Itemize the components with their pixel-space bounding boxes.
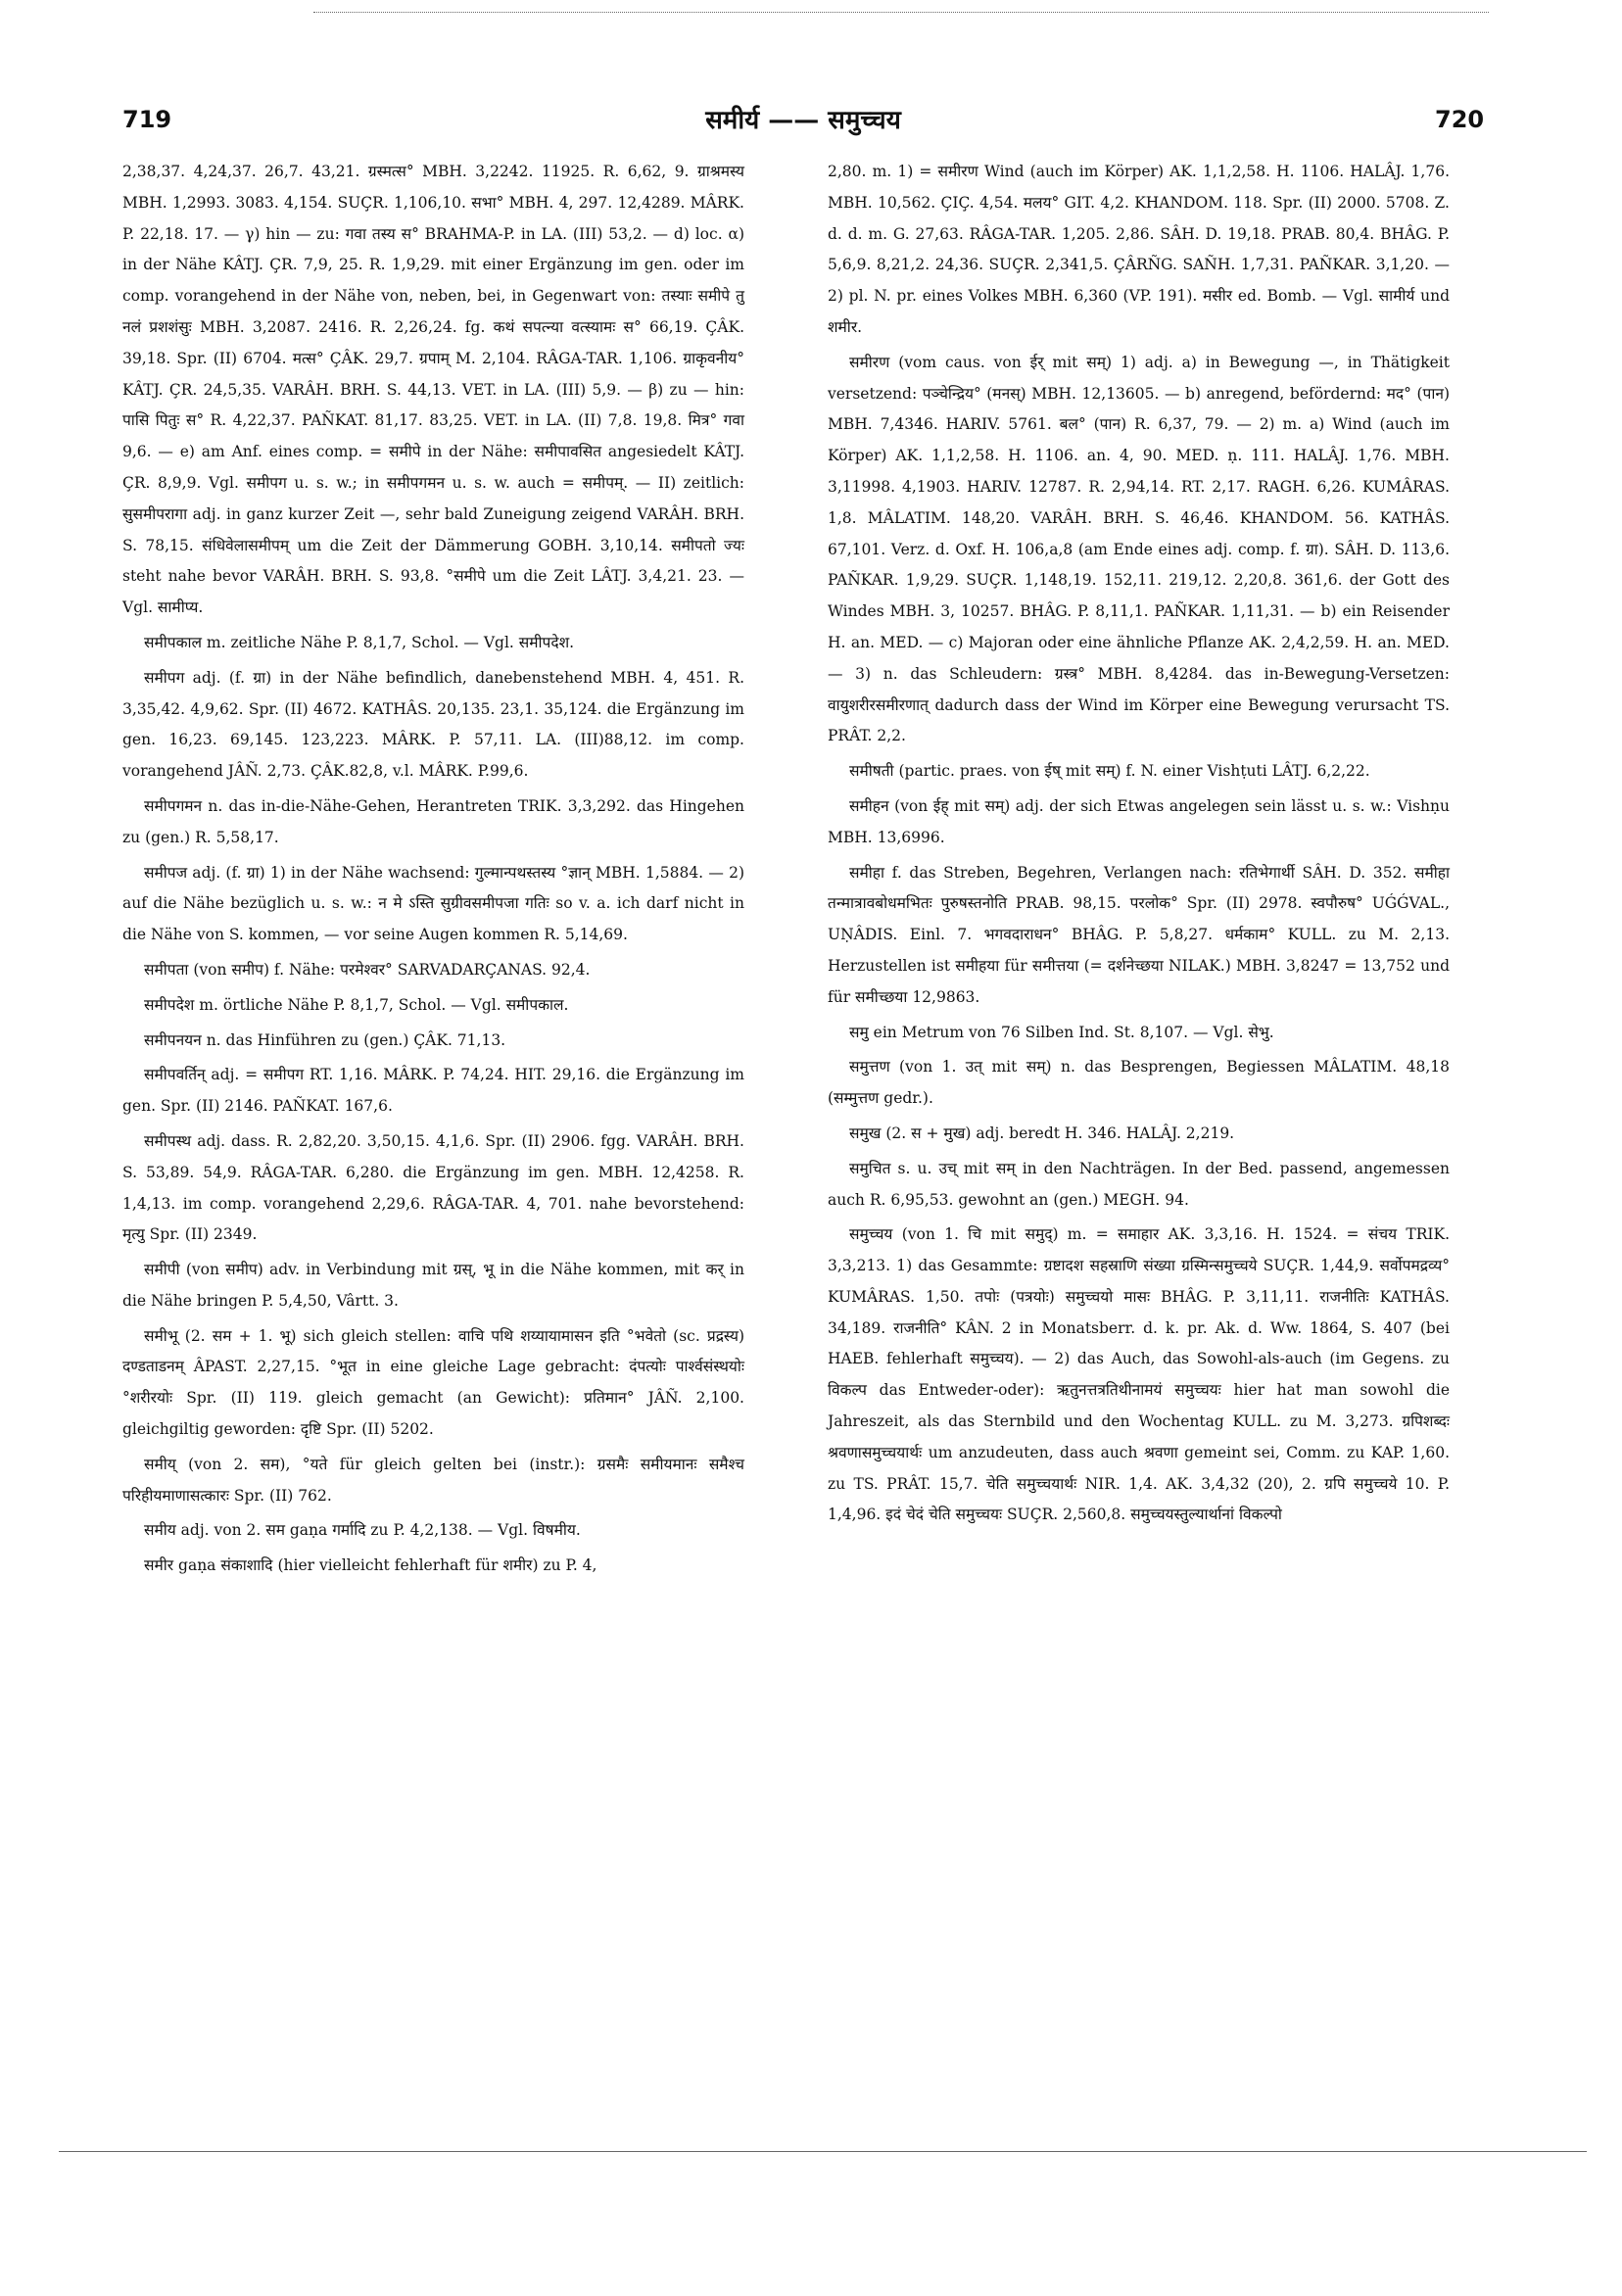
dictionary-entry: समुख (2. स + मुख) adj. beredt H. 346. HALÂJ. 2,219.: [849, 1124, 1235, 1142]
dictionary-entry: समीपनयन n. das Hinführen zu (gen.) ÇÂK. 71,13.: [144, 1030, 506, 1049]
top-dotted-rule: [313, 12, 1489, 13]
entry-continuation: 2,80. m. 1) = समीरण Wind (auch im Körper) AK. 1,1,2,58. H. 1106. HALÂJ. 1,76. MBH. 10,562. ÇIÇ. 4,54. मलय° GIT. 4,2. KHANDOM. 118. Spr. (II) 2000. 5708. Z. d. d. m. G. 27,63. RÂGA-TAR. 1,205. 2,86. SÂH. D. 19,18. PRAB. 80,4. BHÂG. P. 5,6,9. 8,21,2. 24,36. SUÇR. 2,341,5. ÇÂRÑG. SAÑH. 1,7,31. PAÑKAR. 3,1,20. — 2) pl. N. pr. eines Volkes MBH. 6,360 (VP. 191). मसीर ed. Bomb. — Vgl. सामीर्य und शमीर.: [828, 163, 1450, 336]
dictionary-entry: समीपकाल m. zeitliche Nähe P. 8,1,7, Schol. — Vgl. समीपदेश.: [144, 633, 575, 651]
entry-continuation: 2,38,37. 4,24,37. 26,7. 43,21. ग्रस्मत्स° MBH. 3,2242. 11925. R. 6,62, 9. ग्राश्रमस्य MBH. 1,2993. 3083. 4,154. SUÇR. 1,106,10. सभा° MBH. 4, 297. 12,4289. MÂRK. P. 22,18. 17. — γ) hin — zu: गवा तस्य स° BRAHMA-P. in LA. (III) 53,2. — d) loc. α) in der Nähe KÂTJ. ÇR. 7,9, 25. R. 1,9,29. mit einer Ergänzung im gen. oder im comp. vorangehend in der Nähe von, neben, bei, in Gegenwart von: तस्याः समीपे तु नलं प्रशशंसुः MBH. 3,2087. 2416. R. 2,26,24. fg. कथं सपत्न्या वत्स्यामः स° 66,19. ÇÂK. 39,18. Spr. (II) 6704. मत्स° ÇÂK. 29,7. ग्रपाम् M. 2,104. RÂGA-TAR. 1,106. ग्राकृवनीय° KÂTJ. ÇR. 24,5,35. VARÂH. BRH. S. 44,13. VET. in LA. (III) 5,9. — β) zu — hin: पासि पितुः स° R. 4,22,37. PAÑKAT. 81,17. 83,25. VET. in LA. (II) 7,8. 19,8. मित्र° गवा 9,6. — e) am Anf. eines comp. = समीपे in der Nähe: समीपावसित angesiedelt KÂTJ. ÇR. 8,9,9. Vgl. समीपग u. s. w.; in समीपगमन u. s. w. auch = समीपम्. — II) zeitlich: सुसमीपरागा adj. in ganz kurzer Zeit —, sehr bald Zuneigung zeigend VARÂH. BRH. S. 78,15. संधिवेलासमीपम् um die Zeit der Dämmerung GOBH. 3,10,14. समीपतो ज्यः steht nahe bevor VARÂH. BRH. S. 93,8. °समीपे um die Zeit LÂTJ. 3,4,21. 23. — Vgl. सामीप्य.: [122, 163, 744, 617]
dictionary-entry: समीपदेश m. örtliche Nähe P. 8,1,7, Schol. — Vgl. समीपकाल.: [144, 995, 569, 1014]
left-column: [122, 157, 744, 1586]
dictionary-entry: समीषती (partic. praes. von ईष् mit सम्) f. N. einer Vishṭuti LÂTJ. 6,2,22.: [849, 762, 1370, 781]
dictionary-entry: समु ein Metrum von 76 Silben Ind. St. 8,107. — Vgl. सेभु.: [849, 1023, 1274, 1041]
page-number-left: 719: [122, 106, 172, 133]
right-column: [828, 157, 1450, 1535]
dictionary-entry: समीपस्थ adj. dass. R. 2,82,20. 3,50,15. 4,1,6. Spr. (II) 2906. fgg. VARÂH. BRH. S. 53,89. 54,9. RÂGA-TAR. 6,280. die Ergänzung im gen. MBH. 12,4258. R. 1,4,13. im comp. vorangehend 2,29,6. RÂGA-TAR. 4, 701. nahe bevorstehend: मृत्यु Spr. (II) 2349.: [122, 1131, 744, 1244]
dictionary-entry: समीपी (von समीप) adv. in Verbindung mit ग्रस्, भू in die Nähe kommen, mit कर् in die Nähe bringen P. 5,4,50, Vârtt. 3.: [122, 1261, 744, 1310]
dictionary-entry: समीभू (2. सम + 1. भू) sich gleich stellen: वाचि पथि शय्यायामासन इति °भवेतो (sc. प्रद्रस्य) दण्डताडनम् ÂPAST. 2,27,15. °भूत in eine gleiche Lage gebracht: दंपत्योः पार्श्वसंस्थयोः °शरीरयोः Spr. (II) 119. gleich gemacht (an Gewicht): प्रतिमान° JÂÑ. 2,100. gleichgiltig geworden: दृष्टि Spr. (II) 5202.: [122, 1326, 744, 1439]
bottom-rule: [59, 2151, 1587, 2152]
dictionary-entry: समीपग adj. (f. ग्रा) in der Nähe befindlich, danebenstehend MBH. 4, 451. R. 3,35,42. 4,9,62. Spr. (II) 4672. KATHÂS. 20,135. 23,1. 35,124. die Ergänzung im gen. 16,23. 69,145. 123,223. MÂRK. P. 57,11. LA. (III)88,12. im comp. vorangehend JÂÑ. 2,73. ÇÂK.82,8, v.l. MÂRK. P.99,6.: [122, 668, 744, 781]
dictionary-entry: समीय adj. von 2. सम gaṇa गर्मादि zu P. 4,2,138. — Vgl. विषमीय.: [144, 1521, 581, 1540]
running-head: समीर्य —— समुच्चय: [705, 106, 901, 135]
dictionary-entry: समीपगमन n. das in-die-Nähe-Gehen, Herantreten TRIK. 3,3,292. das Hingehen zu (gen.) R. 5,58,17.: [122, 796, 744, 846]
dictionary-entry: समुत्तण (von 1. उत् mit सम्) n. das Besprengen, Begiessen MÂLATIM. 48,18 (सम्मुत्तण gedr.).: [828, 1058, 1450, 1108]
dictionary-entry: समीहन (von ईह् mit सम्) adj. der sich Etwas angelegen sein lässt u. s. w.: Vishṇu MBH. 13,6996.: [828, 796, 1450, 846]
dictionary-entry: समीपज adj. (f. ग्रा) 1) in der Nähe wachsend: गुल्मान्पथस्तस्य °ज्ञान् MBH. 1,5884. — 2) auf die Nähe bezüglich u. s. w.: न मे ऽस्ति सुग्रीवसमीपजा गतिः so v. a. ich darf nicht in die Nähe von S. kommen, — vor seine Augen kommen R. 5,14,69.: [122, 863, 744, 944]
dictionary-entry: समीय् (von 2. सम), °यते für gleich gelten bei (instr.): ग्रसमैः समीयमानः समैश्च परिहीयमाणासत्कारः Spr. (II) 762.: [122, 1455, 744, 1505]
dictionary-entry: समुचित s. u. उच् mit सम् in den Nachträgen. In der Bed. passend, angemessen auch R. 6,95,53. gewohnt an (gen.) MEGH. 94.: [828, 1159, 1450, 1209]
page-number-right: 720: [1435, 106, 1485, 133]
dictionary-entry: समीर gaṇa संकाशादि (hier vielleicht fehlerhaft für शमीर) zu P. 4,: [144, 1556, 597, 1575]
dictionary-entry: समुच्चय (von 1. चि mit समुद्) m. = समाहार AK. 3,3,16. H. 1524. = संचय TRIK. 3,3,213. 1) das Gesammte: ग्रष्टादश सहस्राणि संख्या ग्रस्मिन्समुच्चये SUÇR. 1,44,9. सर्वोपमद्रव्य° KUMÂRAS. 1,50. तपोः (पत्रयोः) समुच्चयो मासः BHÂG. P. 3,11,11. राजनीतिः KATHÂS. 34,189. राजनीति° KÂN. 2 in Monatsberr. d. k. pr. Ak. d. Ww. 1864, S. 407 (bei HAEB. fehlerhaft समुच्चय). — 2) das Auch, das Sowohl-als-auch (im Gegens. zu विकल्प das Entweder-oder): ऋतुनत्तत्रतिथीनामयं समुच्चयः hier hat man sowohl die Jahreszeit, als das Sternbild und den Wochentag KULL. zu M. 3,273. ग्रपिशब्दः श्रवणासमुच्चयार्थः um anzudeuten, dass auch श्रवणा gemeint sei, Comm. zu KAP. 1,60. zu TS. PRÂT. 15,7. चेति समुच्चयार्थः NIR. 1,4. AK. 3,4,32 (20), 2. ग्रपि समुच्चये 10. P. 1,4,96. इदं चेदं चेति समुच्चयः SUÇR. 2,560,8. समुच्चयस्तुल्यार्थानां विकल्पो: [828, 1225, 1450, 1524]
dictionary-entry: समीपवर्तिन् adj. = समीपग RT. 1,16. MÂRK. P. 74,24. HIT. 29,16. die Ergänzung im gen. Spr. (II) 2146. PAÑKAT. 167,6.: [122, 1066, 744, 1116]
dictionary-entry: समीहा f. das Streben, Begehren, Verlangen nach: रतिभेगार्थी SÂH. D. 352. समीहा तन्मात्रावबोधमभितः पुरुषस्तनोति PRAB. 98,15. परलोक° Spr. (II) 2978. स्वपौरुष° UǴǴVAL., UṆÂDIS. Einl. 7. भगवदाराधन° BHÂG. P. 5,8,27. धर्मकाम° KULL. zu M. 2,13. Herzustellen ist समीहया für समीत्तया (= दर्शनेच्छया NILAK.) MBH. 3,8247 = 13,752 und für समीच्छया 12,9863.: [828, 863, 1450, 1006]
dictionary-entry: समीपता (von समीप) f. Nähe: परमेश्वर° SARVADARÇANAS. 92,4.: [144, 960, 591, 979]
dictionary-entry: समीरण (vom caus. von ईर् mit सम्) 1) adj. a) in Bewegung —, in Thätigkeit versetzend: पञ्चेन्द्रिय° (मनस्) MBH. 12,13605. — b) anregend, befördernd: मद° (पान) MBH. 7,4346. HARIV. 5761. बल° (पान) R. 6,37, 79. — 2) m. a) Wind (auch im Körper) AK. 1,1,2,58. H. 1106. an. 4, 90. MED. ṇ. 111. HALÂJ. 1,76. MBH. 3,11998. 4,1903. HARIV. 12787. R. 2,94,14. RT. 2,17. RAGH. 6,26. KUMÂRAS. 1,8. MÂLATIM. 148,20. VARÂH. BRH. S. 46,46. KHANDOM. 56. KATHÂS. 67,101. Verz. d. Oxf. H. 106,a,8 (am Ende eines adj. comp. f. ग्रा). SÂH. D. 113,6. PAÑKAR. 1,9,29. SUÇR. 1,148,19. 152,11. 219,12. 2,20,8. 361,6. der Gott des Windes MBH. 3, 10257. BHÂG. P. 8,11,1. PAÑKAR. 1,11,31. — b) ein Reisender H. an. MED. — c) Majoran oder eine ähnliche Pflanze AK. 2,4,2,59. H. an. MED. — 3) n. das Schleudern: ग्रस्त्र° MBH. 8,4284. das in-Bewegung-Versetzen: वायुशरीरसमीरणात् dadurch dass der Wind im Körper eine Bewegung verursacht TS. PRÂT. 2,2.: [828, 353, 1450, 745]
